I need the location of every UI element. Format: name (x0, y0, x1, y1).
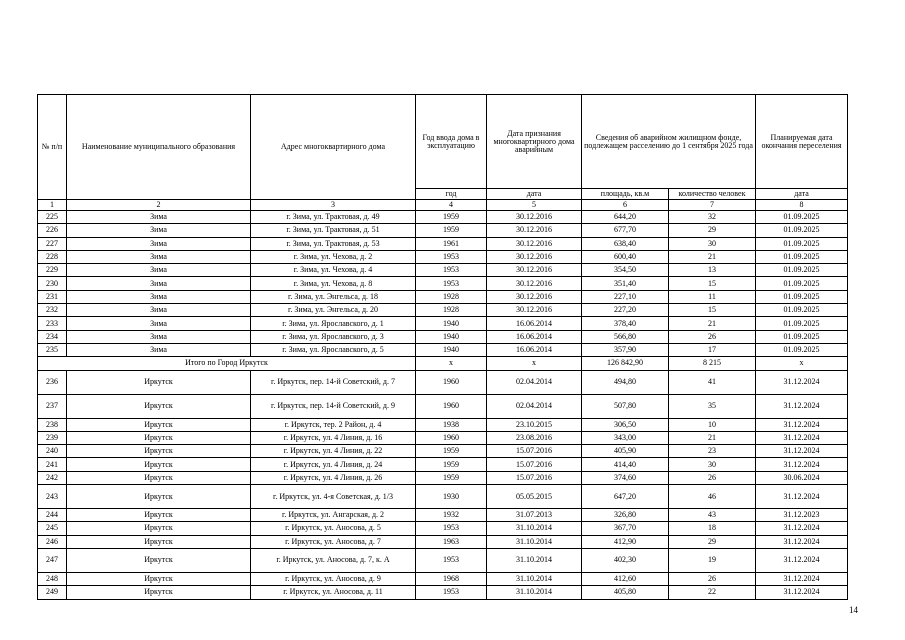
table-row (38, 535, 848, 548)
cell-area: 306,50 (582, 418, 669, 431)
table-row (38, 317, 848, 330)
cell-people: 21 (669, 431, 756, 444)
cell-municipality: Иркутск (67, 418, 251, 431)
cell-year: 1959 (416, 224, 487, 237)
cell-address: г. Зима, ул. Чехова, д. 4 (251, 264, 416, 277)
cell-municipality: Зима (67, 250, 251, 263)
header-planned-date: Планируемая дата окончания переселения (756, 95, 848, 189)
cell-num: 243 (38, 485, 67, 509)
cell-area: 494,80 (582, 370, 669, 394)
cell-planned: 01.09.2025 (756, 211, 848, 224)
cell-municipality: Иркутск (67, 572, 251, 585)
header-date-recognized: Дата признания многоквартирного дома аварийным (487, 95, 582, 189)
cell-municipality: Иркутск (67, 445, 251, 458)
cell-date: 15.07.2016 (487, 445, 582, 458)
cell-date: 30.12.2016 (487, 224, 582, 237)
cell-num: 237 (38, 394, 67, 418)
cell-area: 644,20 (582, 211, 669, 224)
cell-municipality: Зима (67, 304, 251, 317)
table-row (38, 290, 848, 303)
cell-planned: 31.12.2024 (756, 458, 848, 471)
header-municipality: Наименование муниципального образования (67, 95, 251, 200)
cell-people: 17 (669, 343, 756, 356)
cell-year: 1959 (416, 471, 487, 484)
column-number: 2 (67, 200, 251, 211)
cell-year: 1959 (416, 458, 487, 471)
cell-year: 1940 (416, 330, 487, 343)
cell-area: 227,20 (582, 304, 669, 317)
cell-planned: 01.09.2025 (756, 237, 848, 250)
cell-year: 1953 (416, 548, 487, 572)
cell-year: 1960 (416, 394, 487, 418)
cell-year: 1959 (416, 211, 487, 224)
cell-address: г. Иркутск, ул. 4 Линия, д. 16 (251, 431, 416, 444)
cell-planned: 01.09.2025 (756, 264, 848, 277)
total-label: Итого по Город Иркутск (38, 357, 416, 370)
cell-num: 227 (38, 237, 67, 250)
cell-year: 1928 (416, 304, 487, 317)
cell-people: 13 (669, 264, 756, 277)
cell-people: 26 (669, 471, 756, 484)
table-row (38, 264, 848, 277)
cell-num: 229 (38, 264, 67, 277)
cell-people: 30 (669, 458, 756, 471)
cell-planned: 01.09.2025 (756, 330, 848, 343)
cell-year: 1968 (416, 572, 487, 585)
table-row (38, 343, 848, 356)
cell-date: 30.12.2016 (487, 250, 582, 263)
cell-planned: 31.12.2024 (756, 485, 848, 509)
cell-people: 41 (669, 370, 756, 394)
table-row (38, 304, 848, 317)
unit-area: площадь, кв.м (582, 189, 669, 200)
cell-area: 227,10 (582, 290, 669, 303)
cell-address: г. Иркутск, ул. Аносова, д. 5 (251, 522, 416, 535)
cell-address: г. Иркутск, ул. Аносова, д. 9 (251, 572, 416, 585)
cell-municipality: Зима (67, 277, 251, 290)
cell-municipality: Иркутск (67, 471, 251, 484)
cell-num: 234 (38, 330, 67, 343)
header-address: Адрес многоквартирного дома (251, 95, 416, 200)
cell-address: г. Иркутск, ул. Ангарская, д. 2 (251, 509, 416, 522)
header-year: Год ввода дома в эксплуатацию (416, 95, 487, 189)
cell-planned: 31.12.2024 (756, 522, 848, 535)
table-row (38, 509, 848, 522)
cell-people: 21 (669, 250, 756, 263)
cell-people: 46 (669, 485, 756, 509)
cell-planned: 31.12.2024 (756, 535, 848, 548)
cell-municipality: Зима (67, 343, 251, 356)
cell-planned: 01.09.2025 (756, 277, 848, 290)
cell-num: 248 (38, 572, 67, 585)
table-row (38, 572, 848, 585)
cell-date: 30.12.2016 (487, 211, 582, 224)
cell-municipality: Зима (67, 224, 251, 237)
table-row (38, 431, 848, 444)
cell-address: г. Зима, ул. Ярославского, д. 5 (251, 343, 416, 356)
cell-area: 405,90 (582, 445, 669, 458)
cell-people: 35 (669, 394, 756, 418)
cell-year: 1938 (416, 418, 487, 431)
cell-municipality: Иркутск (67, 485, 251, 509)
cell-date: 30.12.2016 (487, 237, 582, 250)
cell-num: 240 (38, 445, 67, 458)
cell-area: 378,40 (582, 317, 669, 330)
cell-planned: 31.12.2024 (756, 586, 848, 599)
table-row (38, 586, 848, 599)
column-numbers-row (38, 200, 848, 211)
header-fund-info: Сведения об аварийном жилищном фонде, подлежащем расселению до 1 сентября 2025 года (582, 95, 756, 189)
cell-municipality: Иркутск (67, 586, 251, 599)
cell-planned: 31.12.2024 (756, 548, 848, 572)
cell-date: 30.12.2016 (487, 264, 582, 277)
column-number: 1 (38, 200, 67, 211)
cell-date: 31.10.2014 (487, 586, 582, 599)
total-area: 126 842,90 (582, 357, 669, 370)
cell-date: 16.06.2014 (487, 330, 582, 343)
cell-people: 10 (669, 418, 756, 431)
cell-year: 1940 (416, 317, 487, 330)
cell-date: 23.08.2016 (487, 431, 582, 444)
cell-num: 238 (38, 418, 67, 431)
table-row (38, 394, 848, 418)
table-row (38, 250, 848, 263)
cell-municipality: Иркутск (67, 394, 251, 418)
table-row (38, 237, 848, 250)
cell-address: г. Зима, ул. Энгельса, д. 20 (251, 304, 416, 317)
cell-num: 244 (38, 509, 67, 522)
housing-table (37, 94, 848, 600)
cell-planned: 31.12.2023 (756, 509, 848, 522)
cell-num: 249 (38, 586, 67, 599)
cell-people: 43 (669, 509, 756, 522)
cell-municipality: Зима (67, 330, 251, 343)
cell-area: 414,40 (582, 458, 669, 471)
total-row (38, 357, 848, 370)
cell-num: 242 (38, 471, 67, 484)
cell-date: 15.07.2016 (487, 471, 582, 484)
cell-people: 26 (669, 572, 756, 585)
cell-people: 29 (669, 535, 756, 548)
cell-year: 1963 (416, 535, 487, 548)
cell-area: 507,80 (582, 394, 669, 418)
table-row (38, 445, 848, 458)
cell-address: г. Иркутск, ул. 4-я Советская, д. 1/3 (251, 485, 416, 509)
cell-planned: 01.09.2025 (756, 317, 848, 330)
cell-num: 236 (38, 370, 67, 394)
cell-num: 246 (38, 535, 67, 548)
cell-address: г. Иркутск, пер. 14-й Советский, д. 9 (251, 394, 416, 418)
cell-num: 245 (38, 522, 67, 535)
cell-municipality: Иркутск (67, 370, 251, 394)
cell-municipality: Иркутск (67, 431, 251, 444)
cell-municipality: Иркутск (67, 535, 251, 548)
cell-num: 228 (38, 250, 67, 263)
cell-area: 566,80 (582, 330, 669, 343)
cell-people: 29 (669, 224, 756, 237)
cell-address: г. Зима, ул. Трактовая, д. 53 (251, 237, 416, 250)
cell-people: 18 (669, 522, 756, 535)
cell-people: 15 (669, 277, 756, 290)
cell-area: 357,90 (582, 343, 669, 356)
cell-date: 31.10.2014 (487, 548, 582, 572)
cell-date: 30.12.2016 (487, 290, 582, 303)
cell-year: 1959 (416, 445, 487, 458)
cell-area: 638,40 (582, 237, 669, 250)
cell-people: 15 (669, 304, 756, 317)
cell-address: г. Зима, ул. Трактовая, д. 49 (251, 211, 416, 224)
unit-people: количество человек (669, 189, 756, 200)
cell-area: 402,30 (582, 548, 669, 572)
cell-planned: 31.12.2024 (756, 370, 848, 394)
cell-year: 1960 (416, 431, 487, 444)
cell-people: 19 (669, 548, 756, 572)
cell-people: 21 (669, 317, 756, 330)
cell-municipality: Иркутск (67, 522, 251, 535)
cell-municipality: Иркутск (67, 509, 251, 522)
unit-date: дата (487, 189, 582, 200)
header-row (38, 95, 848, 189)
cell-year: 1928 (416, 290, 487, 303)
cell-date: 15.07.2016 (487, 458, 582, 471)
cell-year: 1953 (416, 277, 487, 290)
cell-address: г. Иркутск, тер. 2 Район, д. 4 (251, 418, 416, 431)
cell-municipality: Иркутск (67, 458, 251, 471)
cell-num: 225 (38, 211, 67, 224)
cell-num: 230 (38, 277, 67, 290)
table-row (38, 548, 848, 572)
cell-people: 11 (669, 290, 756, 303)
cell-area: 677,70 (582, 224, 669, 237)
table-row (38, 277, 848, 290)
cell-year: 1932 (416, 509, 487, 522)
cell-municipality: Зима (67, 264, 251, 277)
table-row (38, 471, 848, 484)
cell-date: 31.10.2014 (487, 522, 582, 535)
table-row (38, 330, 848, 343)
cell-municipality: Зима (67, 317, 251, 330)
cell-address: г. Зима, ул. Чехова, д. 2 (251, 250, 416, 263)
cell-municipality: Зима (67, 211, 251, 224)
cell-municipality: Зима (67, 237, 251, 250)
cell-num: 235 (38, 343, 67, 356)
table-row (38, 370, 848, 394)
cell-address: г. Иркутск, ул. Аносова, д. 7 (251, 535, 416, 548)
cell-municipality: Иркутск (67, 548, 251, 572)
table-row (38, 224, 848, 237)
column-number: 4 (416, 200, 487, 211)
cell-date: 31.10.2014 (487, 572, 582, 585)
cell-year: 1930 (416, 485, 487, 509)
cell-planned: 01.09.2025 (756, 224, 848, 237)
cell-year: 1953 (416, 264, 487, 277)
cell-area: 600,40 (582, 250, 669, 263)
cell-address: г. Зима, ул. Энгельса, д. 18 (251, 290, 416, 303)
cell-address: г. Зима, ул. Трактовая, д. 51 (251, 224, 416, 237)
table-row (38, 485, 848, 509)
column-number: 7 (669, 200, 756, 211)
cell-year: 1960 (416, 370, 487, 394)
cell-people: 32 (669, 211, 756, 224)
cell-num: 226 (38, 224, 67, 237)
cell-area: 354,50 (582, 264, 669, 277)
page-number: 14 (849, 605, 858, 615)
cell-area: 412,60 (582, 572, 669, 585)
cell-address: г. Иркутск, ул. Аносова, д. 7, к. А (251, 548, 416, 572)
cell-address: г. Зима, ул. Чехова, д. 8 (251, 277, 416, 290)
cell-planned: 01.09.2025 (756, 343, 848, 356)
cell-planned: 31.12.2024 (756, 445, 848, 458)
cell-year: 1940 (416, 343, 487, 356)
total-date: х (487, 357, 582, 370)
cell-address: г. Иркутск, ул. Аносова, д. 11 (251, 586, 416, 599)
cell-num: 247 (38, 548, 67, 572)
cell-address: г. Иркутск, ул. 4 Линия, д. 22 (251, 445, 416, 458)
cell-planned: 31.12.2024 (756, 572, 848, 585)
cell-people: 30 (669, 237, 756, 250)
column-number: 6 (582, 200, 669, 211)
total-people: 8 215 (669, 357, 756, 370)
cell-planned: 01.09.2025 (756, 304, 848, 317)
cell-date: 23.10.2015 (487, 418, 582, 431)
total-planned: х (756, 357, 848, 370)
cell-address: г. Иркутск, пер. 14-й Советский, д. 7 (251, 370, 416, 394)
cell-date: 31.10.2014 (487, 535, 582, 548)
cell-date: 16.06.2014 (487, 343, 582, 356)
cell-year: 1961 (416, 237, 487, 250)
unit-year: год (416, 189, 487, 200)
cell-date: 30.12.2016 (487, 304, 582, 317)
column-number: 8 (756, 200, 848, 211)
column-number: 5 (487, 200, 582, 211)
table-row (38, 458, 848, 471)
cell-planned: 01.09.2025 (756, 290, 848, 303)
cell-planned: 30.06.2024 (756, 471, 848, 484)
cell-year: 1953 (416, 250, 487, 263)
cell-date: 02.04.2014 (487, 394, 582, 418)
cell-date: 31.07.2013 (487, 509, 582, 522)
cell-address: г. Зима, ул. Ярославского, д. 1 (251, 317, 416, 330)
cell-date: 05.05.2015 (487, 485, 582, 509)
cell-planned: 31.12.2024 (756, 431, 848, 444)
cell-people: 23 (669, 445, 756, 458)
cell-area: 326,80 (582, 509, 669, 522)
cell-date: 30.12.2016 (487, 277, 582, 290)
cell-area: 343,00 (582, 431, 669, 444)
cell-year: 1953 (416, 586, 487, 599)
cell-area: 405,80 (582, 586, 669, 599)
cell-address: г. Зима, ул. Ярославского, д. 3 (251, 330, 416, 343)
cell-num: 239 (38, 431, 67, 444)
cell-planned: 01.09.2025 (756, 250, 848, 263)
cell-address: г. Иркутск, ул. 4 Линия, д. 26 (251, 471, 416, 484)
table-row (38, 522, 848, 535)
cell-area: 647,20 (582, 485, 669, 509)
cell-num: 231 (38, 290, 67, 303)
table-row (38, 211, 848, 224)
unit-planned: дата (756, 189, 848, 200)
cell-planned: 31.12.2024 (756, 418, 848, 431)
cell-num: 232 (38, 304, 67, 317)
cell-area: 351,40 (582, 277, 669, 290)
table-row (38, 418, 848, 431)
column-number: 3 (251, 200, 416, 211)
cell-area: 374,60 (582, 471, 669, 484)
cell-year: 1953 (416, 522, 487, 535)
cell-municipality: Зима (67, 290, 251, 303)
cell-people: 26 (669, 330, 756, 343)
cell-planned: 31.12.2024 (756, 394, 848, 418)
cell-area: 367,70 (582, 522, 669, 535)
total-year: х (416, 357, 487, 370)
cell-area: 412,90 (582, 535, 669, 548)
cell-date: 16.06.2014 (487, 317, 582, 330)
cell-people: 22 (669, 586, 756, 599)
cell-date: 02.04.2014 (487, 370, 582, 394)
cell-address: г. Иркутск, ул. 4 Линия, д. 24 (251, 458, 416, 471)
cell-num: 233 (38, 317, 67, 330)
cell-num: 241 (38, 458, 67, 471)
header-num: № п/п (38, 95, 67, 200)
